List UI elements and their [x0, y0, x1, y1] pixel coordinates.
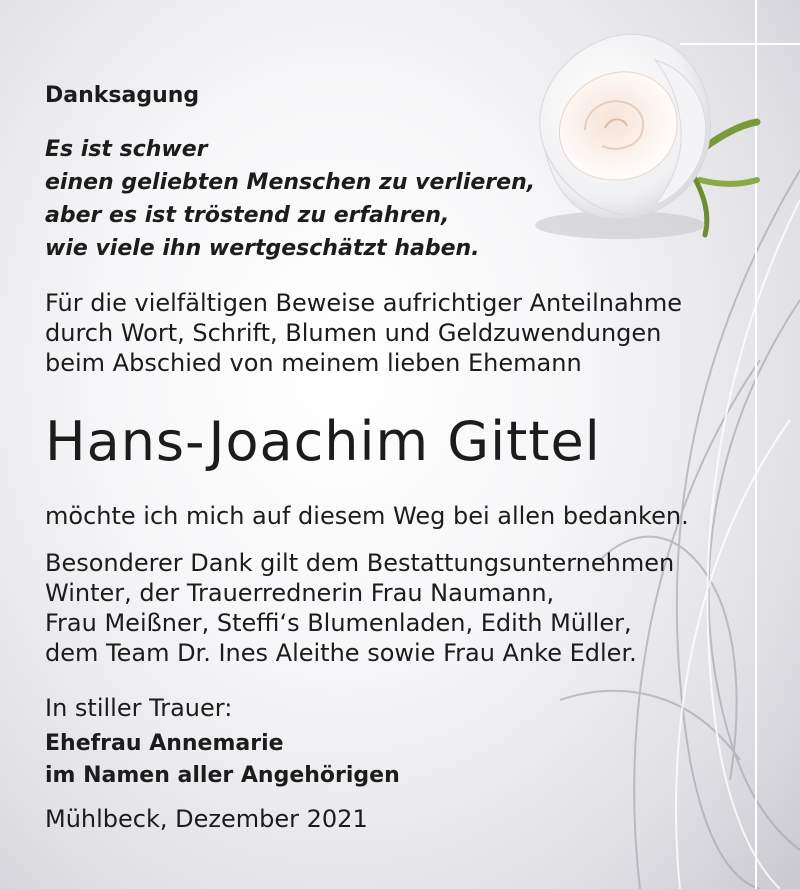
- signatory-line: Ehefrau Annemarie: [45, 731, 284, 756]
- special-thanks-paragraph: [45, 548, 674, 668]
- quote-line: einen geliebten Menschen zu verlieren,: [45, 170, 536, 195]
- special-thanks-line: Frau Meißner, Steffi‘s Blumenladen, Edith Müller,: [45, 609, 632, 637]
- mourning-label: In stiller Trauer:: [45, 694, 233, 722]
- thanks-line: möchte ich mich auf diesem Weg bei allen bedanken.: [45, 502, 689, 530]
- quote-line: aber es ist tröstend zu erfahren,: [45, 203, 450, 228]
- intro-line: durch Wort, Schrift, Blumen und Geldzuwendungen: [45, 319, 662, 347]
- intro-line: Für die vielfältigen Beweise aufrichtiger Anteilnahme: [45, 289, 683, 317]
- heading-danksagung: Danksagung: [45, 83, 200, 108]
- deceased-name: Hans-Joachim Gittel: [45, 410, 601, 473]
- special-thanks-line: Winter, der Trauerrednerin Frau Naumann,: [45, 579, 555, 607]
- special-thanks-line: Besonderer Dank gilt dem Bestattungsunternehmen: [45, 549, 675, 577]
- quote-line: Es ist schwer: [45, 137, 208, 162]
- quote-block: [45, 133, 535, 265]
- signatory-line: im Namen aller Angehörigen: [45, 763, 400, 788]
- special-thanks-line: dem Team Dr. Ines Aleithe sowie Frau Anke Edler.: [45, 639, 637, 667]
- place-date: Mühlbeck, Dezember 2021: [45, 805, 368, 833]
- white-rose-image: [505, 20, 765, 250]
- signatories: [45, 728, 400, 792]
- intro-paragraph: [45, 288, 682, 378]
- quote-line: wie viele ihn wertgeschätzt haben.: [45, 236, 480, 261]
- intro-line: beim Abschied von meinem lieben Ehemann: [45, 349, 582, 377]
